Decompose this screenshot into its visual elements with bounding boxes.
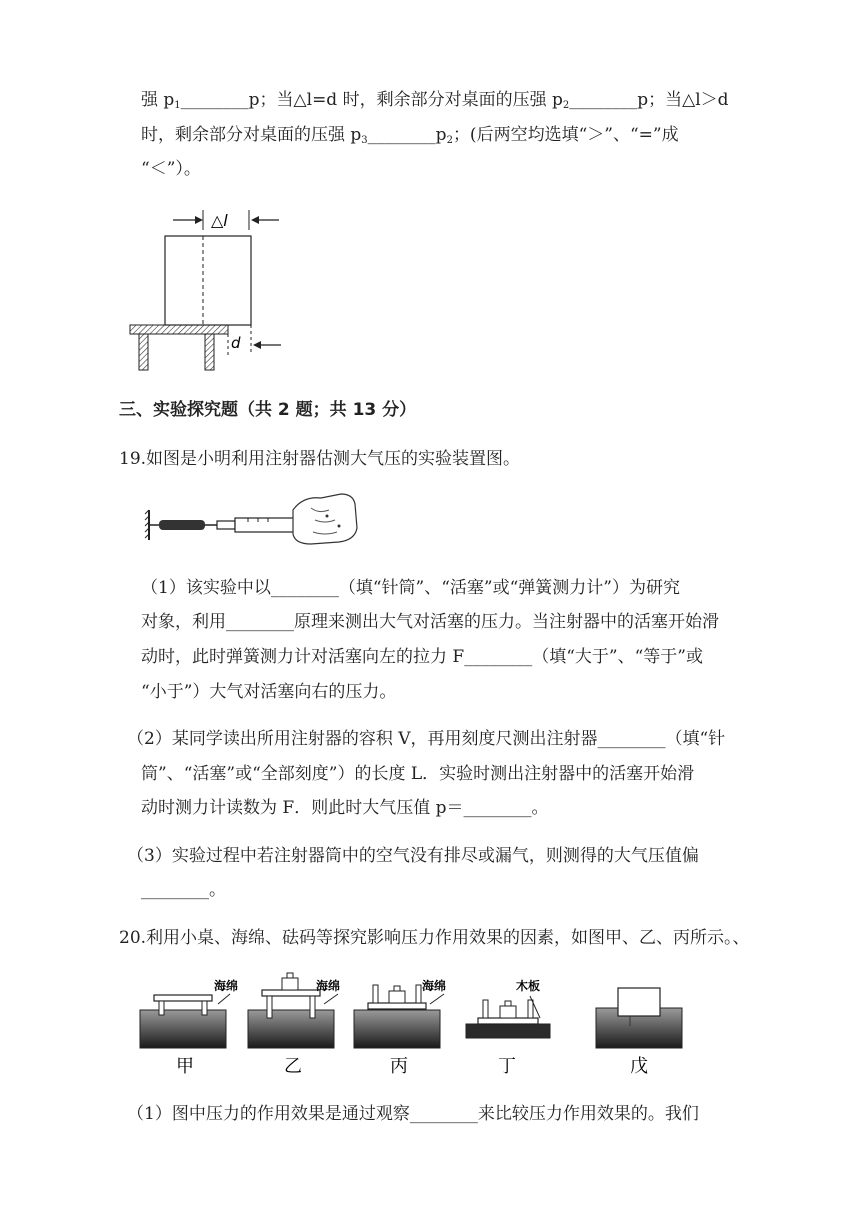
weight-knob [287, 973, 293, 978]
panel-bing [354, 978, 446, 1077]
panel-yi [248, 973, 340, 1077]
small-table-top [368, 1003, 426, 1009]
small-table-top [478, 1018, 538, 1024]
table-leg [202, 1001, 207, 1015]
panel-jia [140, 978, 238, 1077]
q19-p1-line-3: 动时，此时弹簧测力计对活塞向左的拉力 F________（填“大于”、“等于”或 [141, 647, 703, 667]
wood-board [466, 1024, 550, 1038]
section-heading: 三、实验探究题（共 2 题；共 13 分） [119, 400, 417, 420]
weight [389, 991, 405, 1003]
q19-p3-line-2: ________。 [141, 880, 226, 900]
q20-stem: 20.利用小桌、海绵、砝码等探究影响压力作用效果的因素，如图甲、乙、丙所示。、 [119, 928, 750, 948]
q18-line-2 [141, 123, 679, 153]
q20-p1-line-1: （1）图中压力的作用效果是通过观察________来比较压力作用效果的。我们 [127, 1104, 699, 1124]
table-top [130, 325, 228, 334]
small-table-top [154, 995, 212, 1001]
panel-caption: 戊 [630, 1056, 648, 1077]
panel-ding [466, 978, 550, 1077]
delta-l-label: △l [211, 211, 228, 230]
small-table-top [262, 990, 320, 996]
dot [326, 515, 329, 518]
arrow-head [251, 216, 259, 224]
q18-line-1 [141, 88, 729, 118]
table-leg [159, 1001, 164, 1015]
panel-tag: 木板 [516, 979, 541, 993]
subscript: 2 [446, 135, 453, 146]
pointer-line [324, 994, 338, 1004]
table-leg [139, 334, 148, 370]
sponge [140, 1010, 226, 1048]
panel-caption: 丙 [390, 1056, 408, 1077]
arrow-head [253, 341, 261, 349]
weight-knob [394, 986, 400, 991]
q19-p2-line-3: 动时测力计读数为 F．则此时大气压值 p＝________。 [141, 798, 549, 818]
table-leg [310, 996, 315, 1018]
q18-text: 强 p [141, 90, 175, 110]
weight-knob [505, 1001, 511, 1006]
panel-tag: 海绵 [422, 979, 447, 993]
table-leg [528, 1000, 533, 1018]
pressure-experiment-figure [130, 960, 700, 1080]
syringe-apparatus-figure [143, 488, 363, 558]
q19-p2-line-2: 筒”、“活塞”或“全部刻度”）的长度 L．实验时测出注射器中的活塞开始滑 [141, 764, 695, 784]
panel-caption: 丁 [498, 1056, 516, 1077]
q19-p3-line-1: （3）实验过程中若注射器筒中的空气没有排尽或漏气，则测得的大气压值偏 [127, 846, 699, 866]
d-label: d [231, 334, 241, 352]
block [165, 236, 251, 325]
table-leg [373, 985, 378, 1003]
weight [282, 978, 298, 990]
weight [500, 1006, 516, 1018]
panel-tag: 海绵 [214, 979, 239, 993]
q18-text: ________p；当△l＞d [569, 90, 729, 110]
dot [338, 525, 341, 528]
q19-p1-line-4: “小于”）大气对活塞向右的压力。 [141, 682, 397, 702]
sponge [354, 1010, 440, 1048]
hand [293, 494, 357, 544]
q18-text: ；(后两空均选填“＞”、“=”成 [452, 125, 679, 145]
panel-wu [596, 988, 682, 1077]
table-leg [205, 334, 214, 370]
subscript: 3 [361, 135, 368, 146]
panel-caption: 乙 [284, 1056, 302, 1077]
table-leg [483, 1000, 488, 1018]
arrow-head [195, 216, 203, 224]
pointer-line [218, 994, 230, 1004]
table-leg [416, 985, 421, 1003]
q19-p2-line-1: （2）某同学读出所用注射器的容积 V，再用刻度尺测出注射器________（填“针 [127, 729, 726, 749]
subscript: 2 [562, 100, 570, 111]
subscript: 1 [174, 100, 181, 111]
q19-p1-line-2: 对象，利用________原理来测出大气对活塞的压力。当注射器中的活塞开始滑 [141, 612, 719, 632]
q19-stem: 19.如图是小明利用注射器估测大气压的实验装置图。 [119, 449, 521, 469]
q18-text: ________p；当△l=d 时，剩余部分对桌面的压强 p [180, 90, 563, 110]
spring-scale [159, 520, 205, 530]
q18-text: 时，剩余部分对桌面的压强 p [141, 125, 362, 145]
block [618, 988, 660, 1016]
block-on-table-figure [125, 200, 285, 375]
sponge [248, 1010, 334, 1048]
panel-tag: 海绵 [316, 979, 341, 993]
pointer-line [430, 994, 444, 1004]
q19-p1-line-1: （1）该实验中以________（填“针筒”、“活塞”或“弹簧测力计”）为研究 [141, 578, 680, 598]
panel-caption: 甲 [176, 1056, 194, 1077]
q18-line-3: “＜”）。 [141, 159, 201, 179]
syringe-nozzle [217, 521, 235, 529]
q18-text: ________p [367, 125, 447, 145]
table-leg [267, 996, 272, 1018]
